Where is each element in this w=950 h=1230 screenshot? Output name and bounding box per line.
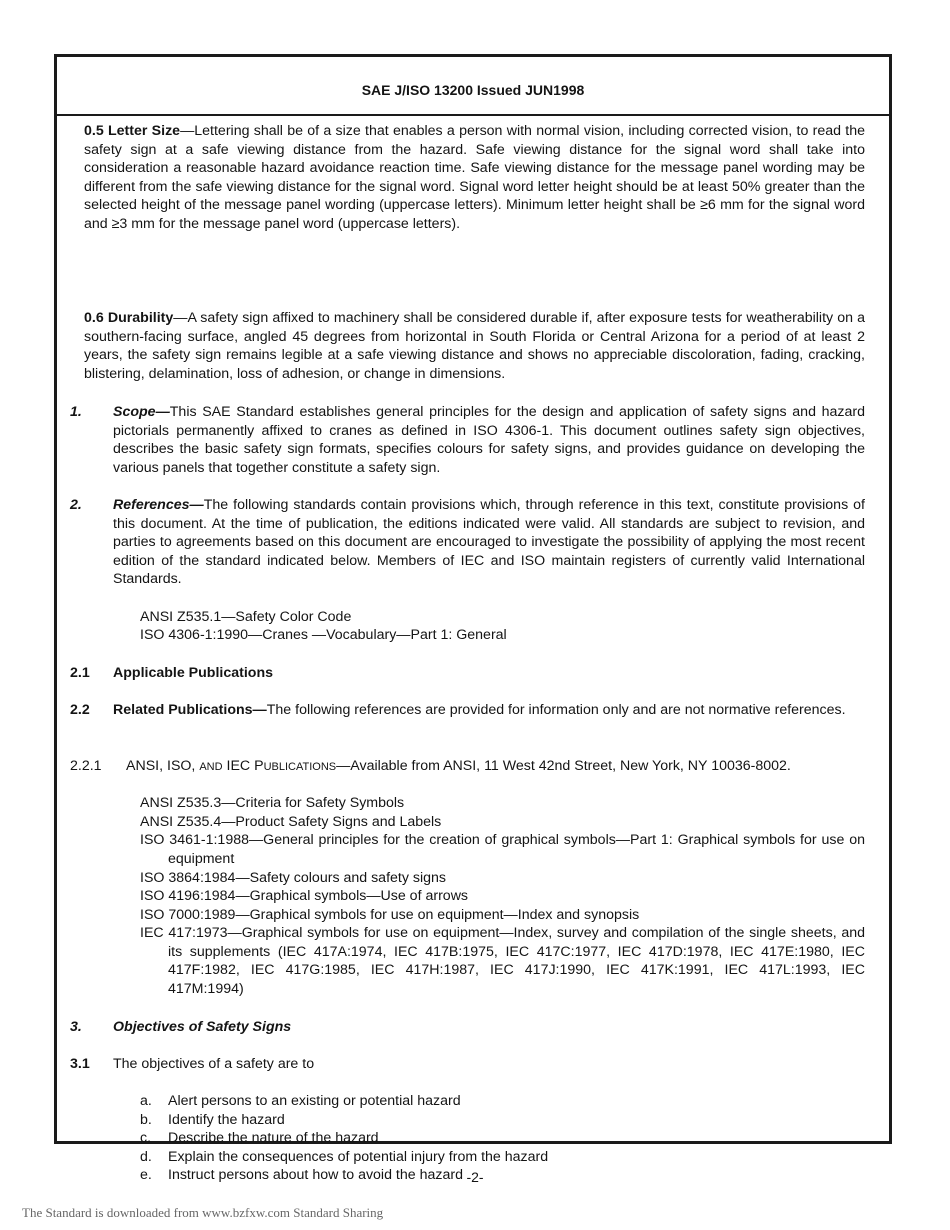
- section-2-2-1-heading-a: ANSI, ISO,: [126, 758, 200, 774]
- section-1-number: 1.: [70, 404, 82, 420]
- section-2-1-heading: Applicable Publications: [113, 665, 274, 681]
- section-2-2-1-heading-b: AND: [199, 761, 223, 773]
- section-2-2-number: 2.2: [70, 702, 90, 718]
- reference-item: ISO 4306-1:1990—Cranes —Vocabulary—Part 1: General: [140, 627, 507, 643]
- section-2-2-text: The following references are provided for information only and are not normative references.: [266, 702, 846, 718]
- section-2-number: 2.: [70, 497, 82, 513]
- document-title: SAE J/ISO 13200 Issued JUN1998: [361, 82, 585, 98]
- list-item-letter: c.: [140, 1130, 152, 1146]
- document-body: [57, 114, 889, 1183]
- section-2-text: The following standards contain provisions which, through reference in this text, constitute provisions of this document. At the time of publication, the editions indicated were valid. All standards are subject to revision, and parties to agreements based on this document are encouraged to investigate the possibility of applying the most recent edition of the standard indicated below. Members of IEC and ISO maintain registers of currently valid International Standards.: [113, 497, 865, 588]
- section-1-text: This SAE Standard establishes general principles for the design and application of safety signs and hazard pictorials permanently affixed to cranes as defined in ISO 4306-1. This document outlines safety sign objectives, describes the basic safety sign formats, specifies colours for safety signs, and provides guidance on developing the various panels that together constitute a safety sign.: [113, 404, 865, 476]
- section-2-2-1-text: —Available from ANSI, 11 West 42nd Street, New York, NY 10036-8002.: [336, 758, 791, 774]
- section-3-1-text: The objectives of a safety are to: [113, 1056, 315, 1072]
- list-item-text: Identify the hazard: [168, 1112, 285, 1128]
- reference-item: ISO 3864:1984—Safety colours and safety signs: [140, 870, 447, 886]
- section-2: [113, 496, 865, 589]
- reference-item: IEC 417:1973—Graphical symbols for use on equipment—Index, survey and compilation of the single sheets, and its supplements (IEC 417A:1974, IEC 417B:1975, IEC 417C:1977, IEC 417D:1978, IEC 417E:1980, IEC 417F:1982, IEC 417G:1985, IEC 417H:1987, IEC 417J:1990, IEC 417K:1991, IEC 417L:1993, IEC 417M:1994): [140, 925, 865, 997]
- section-1: [113, 403, 865, 477]
- section-0-6: [84, 309, 865, 383]
- list-item: [140, 1092, 461, 1111]
- section-0-5-heading: 0.5 Letter Size: [84, 123, 181, 139]
- reference-item: ANSI Z535.4—Product Safety Signs and Labels: [140, 814, 442, 830]
- list-item: [140, 1129, 379, 1148]
- section-2-2-1-heading-c: IEC P: [222, 758, 264, 774]
- section-3-heading: Objectives of Safety Signs: [113, 1019, 292, 1035]
- list-item-text: Alert persons to an existing or potential hazard: [168, 1093, 461, 1109]
- list-item-text: Describe the nature of the hazard: [168, 1130, 379, 1146]
- section-0-6-text: —A safety sign affixed to machinery shall be considered durable if, after exposure tests for weatherability on a southern-facing surface, angled 45 degrees from horizontal in South Florida or Central Arizona for a period of at least 2 years, the safety sign remains legible at a safe viewing distance and shows no appreciable discoloration, fading, cracking, blistering, delamination, loss of adhesion, or change in dimensions.: [84, 310, 865, 382]
- download-watermark: The Standard is downloaded from www.bzfxw.com Standard Sharing: [22, 1205, 384, 1220]
- section-2-1-number: 2.1: [70, 665, 90, 681]
- header-bar: [57, 57, 889, 116]
- list-item-letter: d.: [140, 1149, 152, 1165]
- reference-item: ANSI Z535.3—Criteria for Safety Symbols: [140, 795, 405, 811]
- list-item-letter: e.: [140, 1167, 152, 1183]
- list-item-text: Instruct persons about how to avoid the hazard: [168, 1167, 463, 1183]
- section-2-2-1: [126, 757, 791, 777]
- section-2-2-1-number: 2.2.1: [70, 758, 102, 774]
- section-2-2-1-heading-d: UBLICATIONS: [263, 761, 337, 773]
- section-3-number: 3.: [70, 1019, 82, 1035]
- page-number: -2-: [466, 1169, 484, 1185]
- list-item: [140, 1111, 285, 1130]
- section-2-2-heading: Related Publications—: [113, 702, 267, 718]
- page-frame: [54, 54, 892, 1183]
- list-item-letter: a.: [140, 1093, 152, 1109]
- section-1-heading: Scope—: [113, 404, 170, 420]
- section-2-heading: References—: [113, 497, 204, 513]
- section-0-6-heading: 0.6 Durability: [84, 310, 174, 326]
- reference-item: ANSI Z535.1—Safety Color Code: [140, 609, 352, 625]
- list-item: [140, 1148, 548, 1167]
- section-2-2: [113, 701, 865, 720]
- reference-item: ISO 4196:1984—Graphical symbols—Use of arrows: [140, 888, 469, 904]
- list-item-letter: b.: [140, 1112, 152, 1128]
- reference-item: ISO 3461-1:1988—General principles for the creation of graphical symbols—Part 1: Graphical symbols for use on equipment: [140, 832, 865, 867]
- section-3-1-number: 3.1: [70, 1056, 90, 1072]
- section-0-5: [84, 122, 865, 234]
- reference-item: ISO 7000:1989—Graphical symbols for use on equipment—Index and synopsis: [140, 907, 640, 923]
- list-item-text: Explain the consequences of potential injury from the hazard: [168, 1149, 549, 1165]
- section-0-5-text: —Lettering shall be of a size that enables a person with normal vision, including corrected vision, to read the safety sign at a safe viewing distance from the hazard. Safe viewing distance for the signal word shall take into consideration a reasonable hazard avoidance reaction time. Safe viewing distance for the message panel wording may be different from the safe viewing distance for the signal word. Signal word letter height should be at least 50% greater than the selected height of the message panel wording (uppercase letters). Minimum letter height shall be ≥6 mm for the signal word and ≥3 mm for the message panel word (uppercase letters).: [84, 123, 865, 232]
